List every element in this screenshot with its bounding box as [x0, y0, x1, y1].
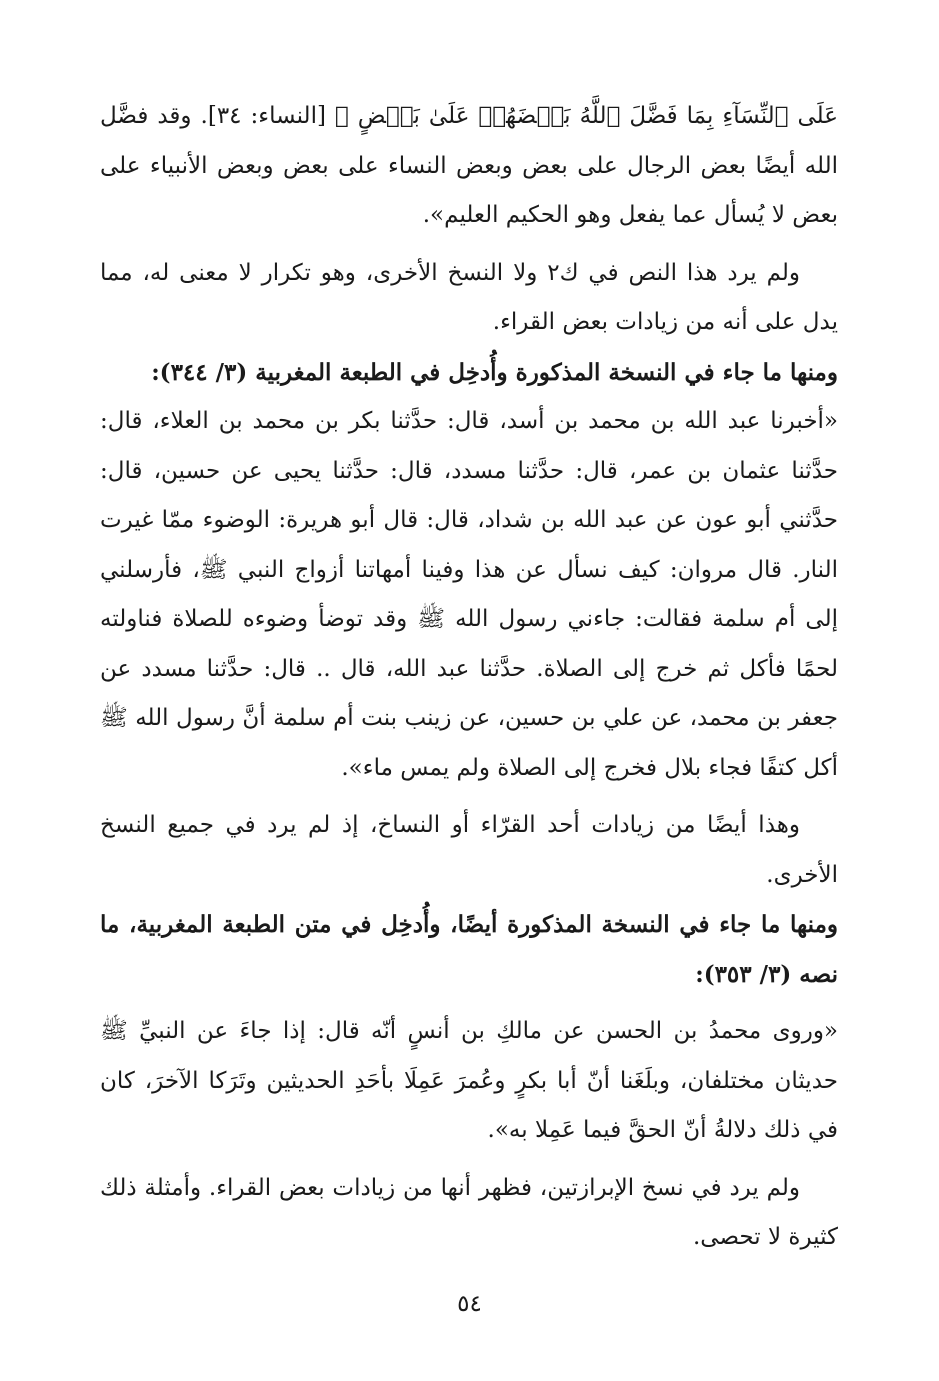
- paragraph-malik-narration: «وروى محمدُ بن الحسن عن مالكِ بن أنسٍ أنّه قال: إذا جاءَ عن النبيِّ ﷺ حديثان مختلفان، وبلَغَنا أنّ أبا بكرٍ وعُمرَ عَمِلَا بأحَدِ الحديثين وتَرَكا الآخرَ، كان في ذلك دلالةُ أنّ الحقَّ فيما عَمِلا به».: [100, 1018, 838, 1143]
- paragraph-hadith-wudu: «أخبرنا عبد الله بن محمد بن أسد، قال: حدَّثنا بكر بن محمد بن العلاء، قال: حدَّثنا عثمان بن عمر، قال: حدَّثنا مسدد، قال: حدَّثنا يحيى عن حسين، قال: حدَّثني أبو عون عن عبد الله بن شداد، قال: قال أبو هريرة: الوضوء ممّا غيرت النار. قال مروان: كيف نسأل عن هذا وفينا أمهاتنا أزواج النبي ﷺ، فأرسلني إلى أم سلمة فقالت: جاءني رسول الله ﷺ وقد توضأ وضوءه للصلاة فناولته لحمًا فأكل ثم خرج إلى الصلاة. حدَّثنا عبد الله، قال .. قال: حدَّثنا مسدد عن جعفر بن محمد، عن علي بن حسين، عن زينب بنت أم سلمة أنَّ رسول الله ﷺ أكل كتفًا فجاء بلال فخرج إلى الصلاة ولم يمس ماء».: [100, 408, 838, 781]
- page-number: ٥٤: [457, 1291, 482, 1317]
- paragraph-quran-continuation: عَلَى ٱلنِّسَآءِ بِمَا فَضَّلَ ٱللَّهُ بَعۡضَهُمۡ عَلَىٰ بَعۡضٍ ﴾ [النساء: ٣٤]. وقد فضَّل الله أيضًا بعض الرجال على بعض وبعض النساء على بعض وبعض الأنبياء على بعض لا يُسأل عما يفعل وهو الحكيم العليم».: [100, 103, 838, 228]
- paragraph-note-additions: وهذا أيضًا من زيادات أحد القرّاء أو النساخ، إذ لم يرد في جميع النسخ الأخرى.: [100, 812, 838, 888]
- paragraph-note-ibrazatayn: ولم يرد في نسخ الإبرازتين، فظهر أنها من زيادات بعض القراء. وأمثلة ذلك كثيرة لا تحصى.: [100, 1174, 838, 1250]
- paragraph-note-k2: ولم يرد هذا النص في ك٢ ولا النسخ الأخرى، وهو تكرار لا معنى له، مما يدل على أنه من زيادات بعض القراء.: [100, 259, 838, 335]
- page-body: [100, 92, 838, 1263]
- heading-moroccan-edition-344: ومنها ما جاء في النسخة المذكورة وأُدخِل في الطبعة المغربية (٣/ ٣٤٤):: [151, 358, 838, 386]
- heading-moroccan-edition-353: ومنها ما جاء في النسخة المذكورة أيضًا، وأُدخِل في متن الطبعة المغربية، ما نصه (٣/ ٣٥٣):: [100, 911, 838, 988]
